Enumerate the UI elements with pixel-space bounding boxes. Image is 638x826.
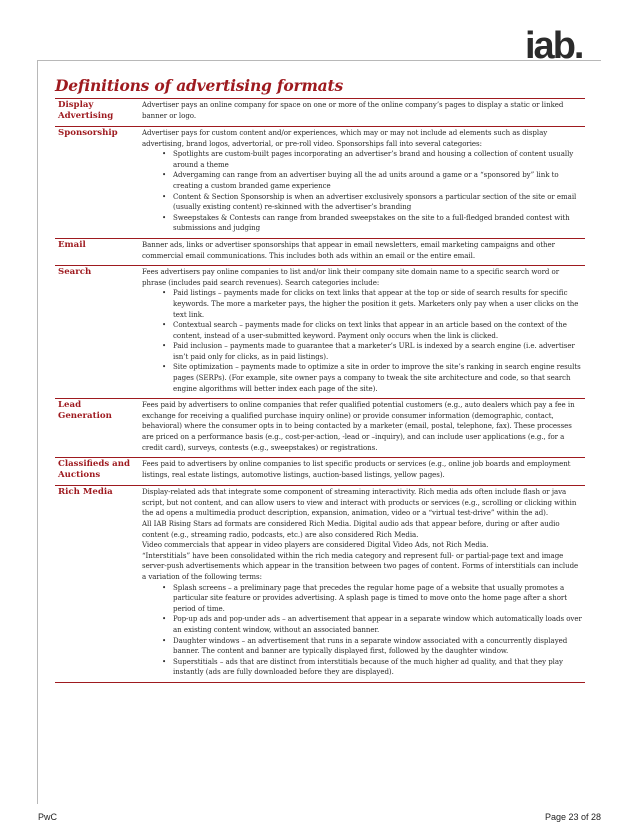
definition-paragraph: Fees advertisers pay online companies to list and/or link their company site domain name to a specific search word or phrase (includes paid search revenues). Search categories include: bbox=[142, 267, 560, 287]
header-rule bbox=[37, 60, 601, 61]
definition-text bbox=[139, 238, 585, 265]
definition-paragraph: Banner ads, links or advertiser sponsorships that appear in email newsletters, email marketing campaigns and other commercial email communications. This includes both ads within an email or the entire email. bbox=[142, 239, 555, 260]
definition-bullet-list bbox=[142, 288, 582, 394]
definition-text bbox=[139, 99, 585, 127]
definition-paragraph: Advertiser pays an online company for space on one or more of the online company’s pages to display a static or linked banner or logo. bbox=[142, 100, 564, 120]
definition-paragraph: Advertiser pays for custom content and/or experiences, which may or may not include ad elements such as display advertising, brand logos, advertorial, or pre-roll video. Sponsorships fall into several categories: bbox=[142, 128, 548, 148]
definition-paragraph: Fees paid by advertisers to online companies that refer qualified potential customers (e.g., auto dealers which pay a fee in exchange for receiving a qualified purchase inquiry online) or provide consumer information (demographic, contact, behavioral) where the consumer opts in to being contacted by a marketer (email, postal, telephone, fax). These processes are priced on a performance basis (e.g., cost-per-action, -lead or –inquiry), and can include user applications (e.g., for a credit card), surveys, contests (e.g., sweepstakes) or registrations. bbox=[142, 400, 575, 452]
definition-bullet-list bbox=[142, 149, 582, 234]
page-title: Definitions of advertising formats bbox=[55, 76, 343, 95]
definition-bullet: • Advergaming can range from an advertiser buying all the ad units around a game or a “sponsored by” link to creating a custom branded game experience bbox=[162, 170, 582, 191]
definition-term: Search bbox=[55, 266, 139, 399]
definition-term: Classifieds and Auctions bbox=[55, 458, 139, 486]
definition-term: Lead Generation bbox=[55, 399, 139, 458]
definition-term: Sponsorship bbox=[55, 127, 139, 239]
definition-paragraph: “Interstitials” have been consolidated within the rich media category and represent full- or partial-page text and image server-push advertisements which appear in the transition between two pages of content. Forms of interstitials can include a variation of the following terms: bbox=[142, 550, 579, 581]
definition-bullet: • Spotlights are custom-built pages incorporating an advertiser’s brand and housing a collection of content usually around a theme bbox=[162, 149, 582, 170]
definition-row bbox=[55, 127, 585, 239]
definition-row bbox=[55, 99, 585, 127]
definition-term: Rich Media bbox=[55, 486, 139, 683]
definition-term: Display Advertising bbox=[55, 99, 139, 127]
definition-bullet-list bbox=[142, 583, 582, 678]
definition-row bbox=[55, 486, 585, 683]
definition-row bbox=[55, 458, 585, 486]
definition-paragraph: All IAB Rising Stars ad formats are considered Rich Media. Digital audio ads that appear before, during or after audio content (e.g., streaming radio, podcasts, etc.) are also considered Rich Media. bbox=[142, 519, 560, 539]
definition-row bbox=[55, 238, 585, 265]
definition-bullet: • Paid inclusion – payments made to guarantee that a marketer’s URL is indexed by a search engine (i.e. advertiser isn’t paid only for clicks, as in paid listings). bbox=[162, 341, 582, 362]
definition-term: Email bbox=[55, 238, 139, 265]
definition-bullet: • Daughter windows – an advertisement that runs in a separate window associated with a concurrently displayed banner. The content and banner are typically displayed first, followed by the daughter window. bbox=[162, 636, 582, 657]
margin-rule bbox=[37, 60, 38, 804]
footer-page-number: Page 23 of 28 bbox=[544, 812, 601, 822]
definition-paragraph: Fees paid to advertisers by online companies to list specific products or services (e.g., online job boards and employment listings, real estate listings, automotive listings, auction-based listings, yellow pages). bbox=[142, 459, 571, 479]
definition-text bbox=[139, 486, 585, 683]
definition-paragraph: Video commercials that appear in video players are considered Digital Video Ads, not Rich Media. bbox=[142, 540, 489, 550]
iab-logo-text: iab. bbox=[525, 25, 583, 66]
definition-bullet: • Sweepstakes & Contests can range from branded sweepstakes on the site to a full-fledged branded contest with submissions and judging bbox=[162, 213, 582, 234]
definition-row bbox=[55, 266, 585, 399]
definition-text bbox=[139, 266, 585, 399]
definition-row bbox=[55, 399, 585, 458]
definitions-table-body bbox=[55, 99, 585, 683]
definition-text bbox=[139, 127, 585, 239]
definition-text bbox=[139, 399, 585, 458]
footer-company: PwC bbox=[38, 812, 58, 822]
definitions-table bbox=[55, 98, 585, 683]
definition-paragraph: Display-related ads that integrate some component of streaming interactivity. Rich media ads often include flash or java script, but not content, and can allow users to view and interact with products or services (e.g., scrolling or clicking within the ad opens a multimedia product description, expansion, animation, video or a “virtual test-drive” within the ad). bbox=[142, 487, 577, 518]
definition-bullet: • Contextual search – payments made for clicks on text links that appear in an article based on the context of the content, instead of a user-submitted keyword. Payment only occurs when the link is clicked. bbox=[162, 320, 582, 341]
definition-text bbox=[139, 458, 585, 486]
definition-bullet: • Pop-up ads and pop-under ads – an advertisement that appear in a separate window which automatically loads over an existing content window, without an associated banner. bbox=[162, 614, 582, 635]
definition-bullet: • Site optimization – payments made to optimize a site in order to improve the site’s ranking in search engine results pages (SERPs). (For example, site owner pays a company to tweak the site architecture and code, so that search engine algorithms will better index each page of the site). bbox=[162, 362, 582, 394]
definition-bullet: • Paid listings – payments made for clicks on text links that appear at the top or side of search results for specific keywords. The more a marketer pays, the higher the position it gets. Marketers only pay when a user clicks on the text link. bbox=[162, 288, 582, 320]
definition-bullet: • Superstitials – ads that are distinct from interstitials because of the much higher ad quality, and that they play instantly (ads are fully downloaded before they are displayed). bbox=[162, 657, 582, 678]
definition-bullet: • Splash screens – a preliminary page that precedes the regular home page of a website that usually promotes a particular site feature or provides advertising. A splash page is timed to move onto the home page after a short period of time. bbox=[162, 583, 582, 615]
definition-bullet: • Content & Section Sponsorship is when an advertiser exclusively sponsors a particular section of the site or email (usually existing content) re-skinned with the advertiser’s branding bbox=[162, 192, 582, 213]
